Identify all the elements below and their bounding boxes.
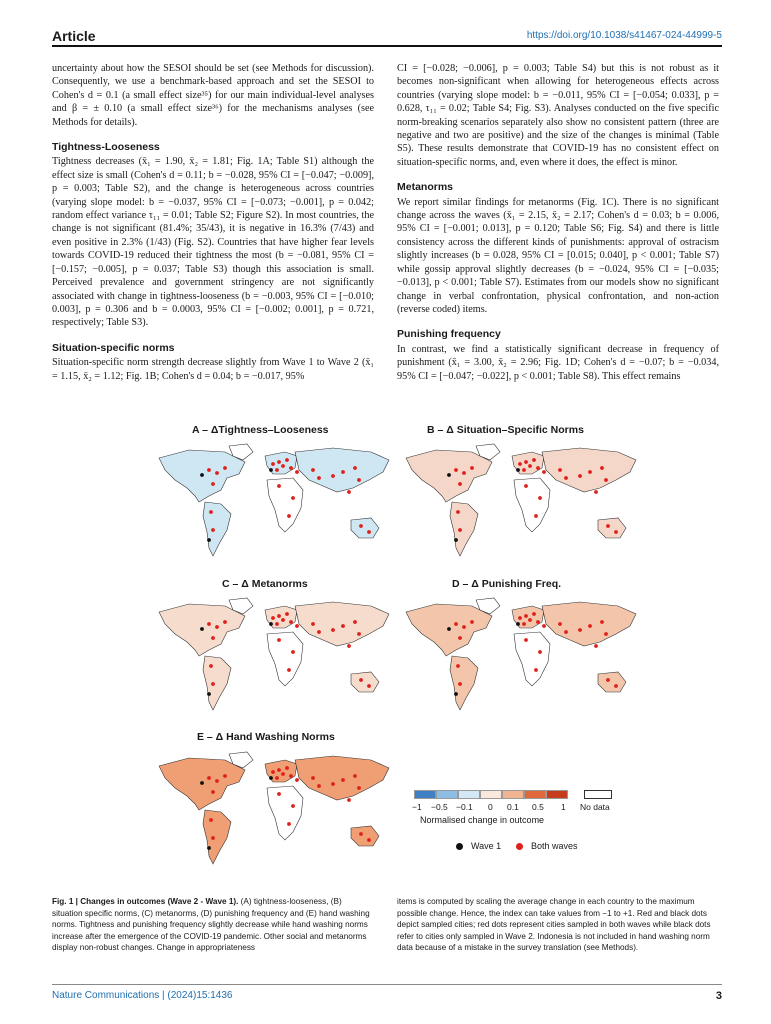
city-dot-wave1 [447,473,451,477]
city-dot-both-waves [311,776,315,780]
no-data-label: No data [580,802,610,812]
city-dot-both-waves [271,462,275,466]
city-dot-both-waves [353,774,357,778]
scale-tick: −1 [412,802,422,812]
city-dot-both-waves [295,778,299,782]
city-dot-both-waves [524,460,528,464]
city-dot-both-waves [275,622,279,626]
metanorms-heading: Metanorms [397,181,454,194]
south-america-shape [203,810,231,864]
city-dot-both-waves [277,460,281,464]
city-dot-both-waves [317,784,321,788]
city-dot-both-waves [594,644,598,648]
asia-shape [295,448,389,492]
scale-swatch [546,790,568,799]
city-dot-both-waves [211,790,215,794]
map-e [147,748,397,871]
city-dot-both-waves [295,624,299,628]
oceania-shape [351,826,379,846]
city-dot-both-waves [470,466,474,470]
city-dot-both-waves [347,798,351,802]
situation-heading: Situation-specific norms [52,341,175,354]
city-dot-both-waves [538,496,542,500]
city-dot-both-waves [357,478,361,482]
asia-shape [542,602,636,646]
city-dot-both-waves [207,776,211,780]
scale-tick: 0.1 [507,802,519,812]
city-dot-both-waves [600,466,604,470]
scale-swatch [414,790,436,799]
header-divider [52,45,722,47]
city-dot-both-waves [458,636,462,640]
city-dot-both-waves [277,638,281,642]
city-dot-both-waves [359,524,363,528]
city-dot-both-waves [277,792,281,796]
city-dot-both-waves [528,464,532,468]
city-dot-both-waves [289,466,293,470]
city-dot-both-waves [458,482,462,486]
city-dot-both-waves [347,490,351,494]
scale-swatch [436,790,458,799]
asia-shape [295,602,389,646]
right-column [397,62,719,383]
panel-c-title: C – Δ Metanorms [222,578,308,590]
color-scale [414,790,568,799]
city-dot-wave1 [516,468,520,472]
caption-left-text: (A) tightness-looseness, (B) situation specific norms, (C) metanorms, (D) punishing frequency and (E) hand washing norms. Tightness and punishing frequency slightly decrease while hand washing norms increase after the emergence of the COVID-19 pandemic. Other social and metanorms display non-robust changes. Change in appropriateness [52,897,370,953]
city-dot-both-waves [604,632,608,636]
city-dot-both-waves [331,628,335,632]
city-dot-wave1 [447,627,451,631]
city-dot-both-waves [534,514,538,518]
city-dot-wave1 [207,538,211,542]
city-dot-both-waves [291,496,295,500]
city-dot-both-waves [289,620,293,624]
city-dot-both-waves [538,650,542,654]
city-dot-both-waves [532,612,536,616]
city-dot-both-waves [564,630,568,634]
city-dot-both-waves [588,624,592,628]
city-dot-both-waves [209,818,213,822]
city-dot-both-waves [331,782,335,786]
city-dot-wave1 [207,846,211,850]
situation-paragraph: Situation-specific norm strength decrease slightly from Wave 1 to Wave 2 (x̄₁ = 1.15, x̄₂ = 1.12; Fig. 1B; Cohen's d = 0.04; b = −0.017, 95% [52,357,374,382]
city-dot-both-waves [211,682,215,686]
city-dot-both-waves [558,468,562,472]
city-dot-both-waves [211,836,215,840]
scale-tick: 1 [561,802,566,812]
city-dot-both-waves [606,678,610,682]
city-dot-wave1 [454,692,458,696]
city-dot-both-waves [347,644,351,648]
city-dot-both-waves [353,466,357,470]
city-dot-both-waves [606,524,610,528]
wave1-dot-icon [456,843,463,850]
city-dot-both-waves [524,484,528,488]
city-dot-both-waves [295,470,299,474]
south-america-shape [203,502,231,556]
tightness-heading: Tightness-Looseness [52,141,160,154]
city-dot-both-waves [341,470,345,474]
city-dot-both-waves [558,622,562,626]
wave1-legend [456,841,501,851]
africa-shape [514,478,550,532]
scale-swatch [524,790,546,799]
figure-1 [52,418,722,886]
page-number: 3 [715,990,722,1002]
wave1-label: Wave 1 [471,841,502,851]
journal-citation[interactable]: Nature Communications | (2024)15:1436 [52,990,233,1001]
city-dot-both-waves [289,774,293,778]
city-dot-both-waves [275,776,279,780]
city-dot-both-waves [357,632,361,636]
city-dot-both-waves [285,766,289,770]
city-dot-both-waves [317,630,321,634]
city-dot-both-waves [542,470,546,474]
panel-b-title: B – Δ Situation–Specific Norms [427,424,584,436]
city-dot-both-waves [281,618,285,622]
south-america-shape [203,656,231,710]
city-dot-both-waves [277,768,281,772]
scale-tick: 0 [488,802,493,812]
scale-swatch [458,790,480,799]
city-dot-both-waves [223,774,227,778]
city-dot-both-waves [456,664,460,668]
city-dot-both-waves [522,622,526,626]
city-dot-both-waves [209,510,213,514]
city-dot-both-waves [578,474,582,478]
city-dot-both-waves [536,620,540,624]
city-dot-both-waves [367,530,371,534]
city-dot-both-waves [359,832,363,836]
map-a [147,440,397,563]
both-label: Both waves [531,841,578,851]
africa-shape [267,478,303,532]
city-dot-both-waves [614,530,618,534]
oceania-shape [351,518,379,538]
tightness-paragraph: Tightness decreases (x̄₁ = 1.90, x̄₂ = 1.81; Fig. 1A; Table S1) although the effect size is small (Cohen's d = 0.11; b = −0.028, 95% CI = [−0.047; −0.009], p = 0.003; Table S2), and the change is heterogeneous across countries (varying slope model: b = −0.037, 95% CI = [−0.073; −0.001], p = 0.042; random effect variance τ₁₁ = 0.01; Table S2; Figure S2). In most countries, the change is not significant (81.4%; 35/43), it is negative in 16.3% (7/43) and even positive in 2.3% (1/43) (Fig. S2). Countries that have higher fear levels towards COVID-19 reduced their tightness the most (b = −0.081, 95% CI = [−0.157; −0.005], p = 0.037; Table S3) though this association is small. Perceived prevalence and government stringency are not significantly associated with change in tightness-looseness (b = −0.003, 95% CI = [−0.010; 0.003], p = 0.306 and b = 0.0003, 95% CI = [−0.002; 0.001], p = 0.721, respectively; Table S3). [52,156,374,329]
city-dot-both-waves [578,628,582,632]
city-dot-wave1 [200,473,204,477]
both-dot-icon [516,843,523,850]
city-dot-both-waves [285,612,289,616]
africa-shape [267,786,303,840]
south-america-shape [450,502,478,556]
city-dot-both-waves [287,514,291,518]
city-dot-both-waves [462,471,466,475]
city-dot-both-waves [277,484,281,488]
city-dot-both-waves [594,490,598,494]
doi-link[interactable]: https://doi.org/10.1038/s41467-024-44999-5 [526,30,722,41]
city-dot-both-waves [367,838,371,842]
city-dot-both-waves [367,684,371,688]
city-dot-both-waves [524,638,528,642]
scale-tick: 0.5 [532,802,544,812]
city-dot-wave1 [207,692,211,696]
city-dot-both-waves [271,770,275,774]
situation-continued-paragraph: CI = [−0.028; −0.006], p = 0.003; Table S4) but this is not robust as it becomes non-significant when allowing for heterogeneous effects across countries (varying slope model: b = −0.011, 95% CI = [−0.054; 0.033], p = 0.628, τ₁₁ = 0.02; Table S4; Fig. S3). Analyses conducted on the five specific norm-breaking scenarios separately also show no consistent pattern (three are negative and two are positive) and the size of the changes is minimal (Table S5). These results demonstrate that COVID-19 has no consistent effect on situation-specific norms, and, even where it does, the effect is minor. [397,63,719,168]
city-dot-both-waves [311,468,315,472]
scale-tick: −0.5 [431,802,448,812]
footer-divider [52,984,722,985]
city-dot-wave1 [269,776,273,780]
city-dot-both-waves [470,620,474,624]
no-data-swatch [584,790,612,799]
map-b [394,440,644,563]
punishing-heading: Punishing frequency [397,328,501,341]
city-dot-both-waves [536,466,540,470]
city-dot-both-waves [291,650,295,654]
panel-a-title: A – ΔTightness–Looseness [192,424,329,436]
city-dot-both-waves [281,464,285,468]
scale-swatch [480,790,502,799]
city-dot-both-waves [207,622,211,626]
metanorms-paragraph: We report similar findings for metanorms (Fig. 1C). There is no significant change across the waves (x̄₁ = 2.15, x̄₂ = 2.17; Cohen's d = 0.03; b = 0.006, 95% CI = [−0.001; 0.013], p = 0.120; Table S6; Fig. S4) and there is little consistency across the different kinds of punishments: approval of ostracism slightly increases (b = 0.028, 95% CI = [0.015; 0.040], p < 0.001; Table S7) while gossip approval slightly decreases (b = −0.024, 95% CI = [−0.035; −0.013], p < 0.001; Table S7). Estimates from our models show no significant change in verbal confrontation, physical confrontation, and non-action (reverse coded) items. [397,196,719,315]
legend-caption: Normalised change in outcome [420,815,545,825]
city-dot-both-waves [528,618,532,622]
caption-lead: Fig. 1 | Changes in outcomes (Wave 2 - Wave 1). [52,897,239,906]
city-dot-both-waves [311,622,315,626]
city-dot-both-waves [223,620,227,624]
city-dot-both-waves [604,478,608,482]
city-dot-both-waves [359,678,363,682]
south-america-shape [450,656,478,710]
city-dot-both-waves [211,528,215,532]
panel-d-title: D – Δ Punishing Freq. [452,578,562,590]
city-dot-both-waves [588,470,592,474]
city-dot-both-waves [534,668,538,672]
city-dot-both-waves [215,625,219,629]
city-dot-both-waves [211,482,215,486]
city-dot-both-waves [462,625,466,629]
oceania-shape [351,672,379,692]
city-dot-both-waves [211,636,215,640]
city-dot-both-waves [287,822,291,826]
city-dot-wave1 [200,781,204,785]
city-dot-both-waves [291,804,295,808]
city-dot-both-waves [458,528,462,532]
caption-left [52,896,374,954]
city-dot-both-waves [524,614,528,618]
city-dot-both-waves [207,468,211,472]
city-dot-both-waves [271,616,275,620]
city-dot-wave1 [454,538,458,542]
africa-shape [514,632,550,686]
intro-paragraph: uncertainty about how the SESOI should be set (see Methods for discussion). Consequently, we use a benchmark-based approach and set the SESOI to Cohen's d = 0.1 (a small effect size³⁵) for our main individual-level analyses and β = ± 0.10 (a small effect size³⁶) for the mechanisms analyses (see Methods for details). [52,63,374,128]
oceania-shape [598,518,626,538]
city-dot-both-waves [532,458,536,462]
oceania-shape [598,672,626,692]
city-dot-both-waves [277,614,281,618]
section-label: Article [52,28,96,44]
city-dot-both-waves [454,468,458,472]
city-dot-both-waves [281,772,285,776]
scale-tick: −0.1 [456,802,473,812]
city-dot-both-waves [357,786,361,790]
scale-swatch [502,790,524,799]
city-dot-wave1 [200,627,204,631]
city-dot-both-waves [518,462,522,466]
city-dot-both-waves [600,620,604,624]
city-dot-both-waves [341,624,345,628]
city-dot-both-waves [331,474,335,478]
asia-shape [542,448,636,492]
panel-e-title: E – Δ Hand Washing Norms [197,731,335,743]
map-d [394,594,644,717]
city-dot-both-waves [353,620,357,624]
city-dot-both-waves [215,779,219,783]
city-dot-both-waves [542,624,546,628]
city-dot-both-waves [564,476,568,480]
city-dot-both-waves [223,466,227,470]
city-dot-both-waves [456,510,460,514]
africa-shape [267,632,303,686]
city-dot-both-waves [285,458,289,462]
city-dot-both-waves [341,778,345,782]
figure-legend [414,790,654,885]
city-dot-both-waves [454,622,458,626]
city-dot-wave1 [516,622,520,626]
caption-right-text: items is computed by scaling the average change in each country to the maximum possible change. Hence, the index can take values from −1 to +1. Red and black dots depict sampled cities; red dots represent cities sampled in both waves while black dots refer to cities only sampled in Wave 2. Indonesia is not included in hand washing norm data because of a mistake in the survey translation (see Methods). [397,897,711,953]
city-dot-wave1 [269,622,273,626]
city-dot-both-waves [209,664,213,668]
map-c [147,594,397,717]
city-dot-both-waves [317,476,321,480]
asia-shape [295,756,389,800]
city-dot-both-waves [522,468,526,472]
city-dot-both-waves [287,668,291,672]
city-dot-both-waves [275,468,279,472]
both-legend [516,841,578,851]
left-column [52,62,374,383]
city-dot-both-waves [614,684,618,688]
caption-right [397,896,719,954]
city-dot-wave1 [269,468,273,472]
city-dot-both-waves [518,616,522,620]
city-dot-both-waves [458,682,462,686]
punishing-paragraph: In contrast, we find a statistically significant decrease in frequency of punishment (x̄₁ = 3.00, x̄₂ = 2.96; Fig. 1D; Cohen's d = −0.07; b = −0.034, 95% CI = [−0.047; −0.022], p < 0.001; Table S8). This effect remains [397,343,719,382]
city-dot-both-waves [215,471,219,475]
